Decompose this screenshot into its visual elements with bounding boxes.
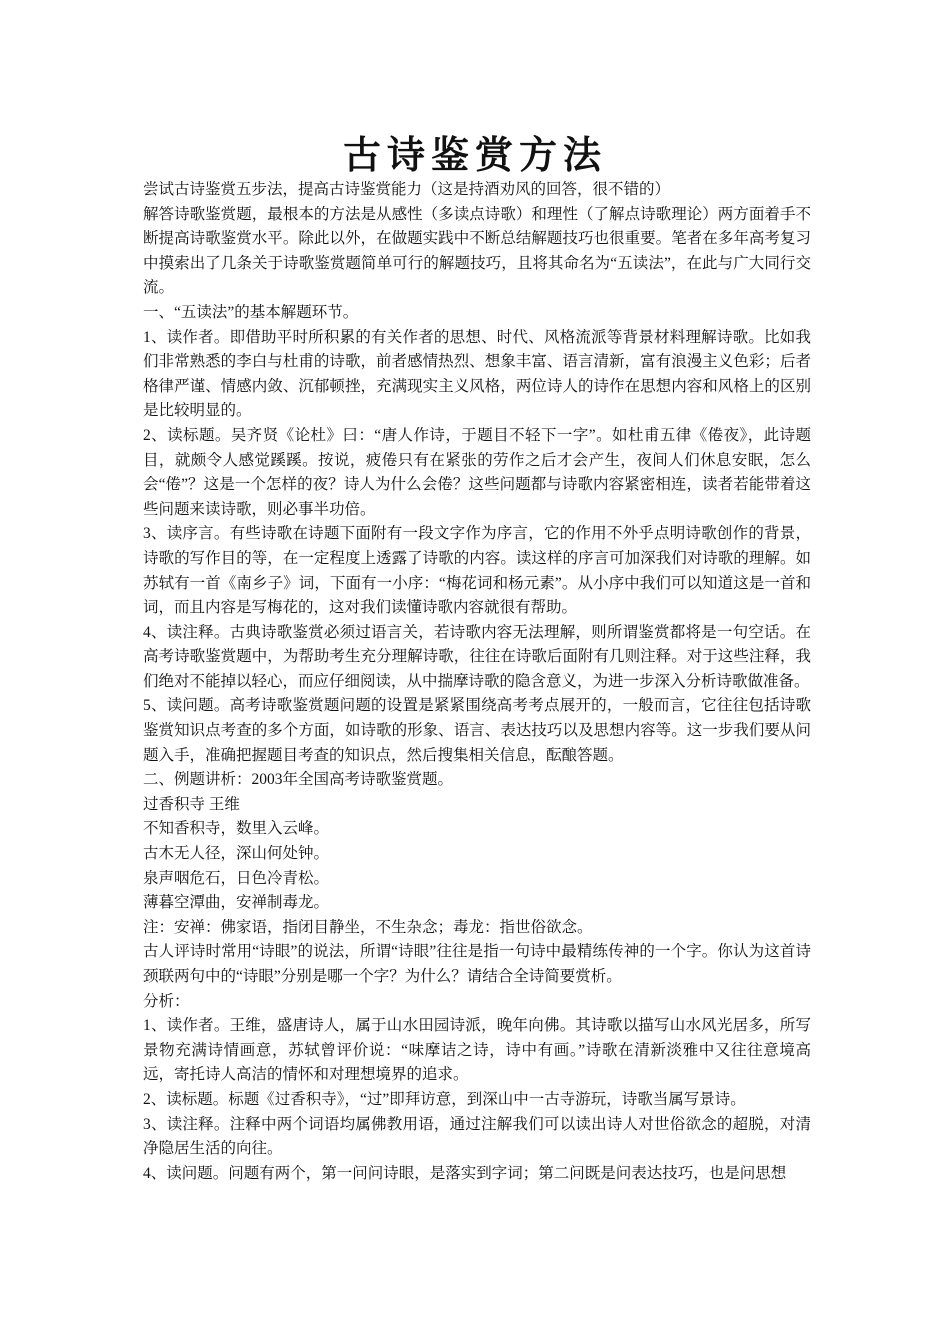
- paragraph: 尝试古诗鉴赏五步法，提高古诗鉴赏能力（这是持酒劝风的回答，很不错的）: [143, 181, 671, 198]
- paragraph: 3、读注释。注释中两个词语均属佛教用语，通过注解我们可以读出诗人对世俗欲念的超脱，对清净隐居生活的向往。: [143, 1115, 811, 1158]
- poem-line: 泉声咽危石，日色冷青松。: [143, 869, 330, 887]
- analysis-heading: 分析：: [143, 992, 190, 1010]
- section-heading: 一、“五读法”的基本解题环节。: [143, 303, 359, 321]
- poem-line: 薄暮空潭曲，安禅制毒龙。: [143, 894, 330, 912]
- paragraph: 1、读作者。王维，盛唐诗人，属于山水田园诗派，晚年向佛。其诗歌以描写山水风光居多，所写景物充满诗情画意，苏轼曾评价说：“味摩诘之诗，诗中有画。”诗歌在清新淡雅中又往往意境高远，寄托诗人高洁的情怀和对理想境界的追求。: [143, 1017, 811, 1084]
- document-body: [143, 178, 811, 1186]
- paragraph: 1、读作者。即借助平时所积累的有关作者的思想、时代、风格流派等背景材料理解诗歌。比如我们非常熟悉的李白与杜甫的诗歌，前者感情热烈、想象丰富、语言清新，富有浪漫主义色彩；后者格律严谨、情感内敛、沉郁顿挫，充满现实主义风格，两位诗人的诗作在思想内容和风格上的区别是比较明显的。: [143, 328, 811, 420]
- paragraph: 3、读序言。有些诗歌在诗题下面附有一段文字作为序言，它的作用不外乎点明诗歌创作的背景，诗歌的写作目的等，在一定程度上透露了诗歌的内容。读这样的序言可加深我们对诗歌的理解。如苏轼有一首《南乡子》词，下面有一小序：“梅花词和杨元素”。从小序中我们可以知道这是一首和词，而且内容是写梅花的，这对我们读懂诗歌内容就很有帮助。: [143, 525, 811, 617]
- paragraph: 解答诗歌鉴赏题，最根本的方法是从感性（多读点诗歌）和理性（了解点诗歌理论）两方面着手不断提高诗歌鉴赏水平。除此以外，在做题实践中不断总结解题技巧也很重要。笔者在多年高考复习中摸索出了几条关于诗歌鉴赏题简单可行的解题技巧，且将其命名为“五读法”，在此与广大同行交流。: [143, 205, 811, 297]
- poem-title: 过香积寺 王维: [143, 795, 240, 813]
- page-title: 古诗鉴赏方法: [342, 132, 607, 177]
- poem-line: 不知香积寺，数里入云峰。: [143, 820, 330, 838]
- poem-line: 古木无人径，深山何处钟。: [143, 845, 330, 863]
- paragraph: 4、读注释。古典诗歌鉴赏必须过语言关，若诗歌内容无法理解，则所谓鉴赏都将是一句空话。在高考诗歌鉴赏题中，为帮助考生充分理解诗歌，往往在诗歌后面附有几则注释。对于这些注释，我们绝对不能掉以轻心，而应仔细阅读，从中揣摩诗歌的隐含意义，为进一步深入分析诗歌做准备。: [143, 623, 811, 690]
- poem-note: 注：安禅：佛家语，指闭目静坐，不生杂念；毒龙：指世俗欲念。: [143, 918, 593, 936]
- paragraph: 2、读标题。吴齐贤《论杜》曰：“唐人作诗，于题目不轻下一字”。如杜甫五律《倦夜》，此诗题目，就颇令人感觉蹊蹊。按说，疲倦只有在紧张的劳作之后才会产生，夜间人们休息安眠，怎么会“倦”？这是一个怎样的夜？诗人为什么会倦？这些问题都与诗歌内容紧密相连，读者若能带着这些问题来读诗歌，则必事半功倍。: [143, 426, 811, 518]
- paragraph: 2、读标题。标题《过香积寺》，“过”即拜访意，到深山中一古寺游玩，诗歌当属写景诗。: [143, 1090, 746, 1108]
- paragraph: 5、读问题。高考诗歌鉴赏题问题的设置是紧紧围绕高考考点展开的，一般而言，它往往包括诗歌鉴赏知识点考查的多个方面，如诗歌的形象、语言、表达技巧以及思想内容等。这一步我们要从问题入手，准确把握题目考查的知识点，然后搜集相关信息，酝酿答题。: [143, 697, 811, 764]
- question: 古人评诗时常用“诗眼”的说法，所谓“诗眼”往往是指一句诗中最精练传神的一个字。你认为这首诗颈联两句中的“诗眼”分别是哪一个字？为什么？请结合全诗简要赏析。: [143, 943, 811, 985]
- section-heading: 二、例题讲析：2003年全国高考诗歌鉴赏题。: [143, 771, 454, 789]
- paragraph: 4、读问题。问题有两个，第一问问诗眼，是落实到字词；第二问既是问表达技巧，也是问思想: [143, 1164, 787, 1182]
